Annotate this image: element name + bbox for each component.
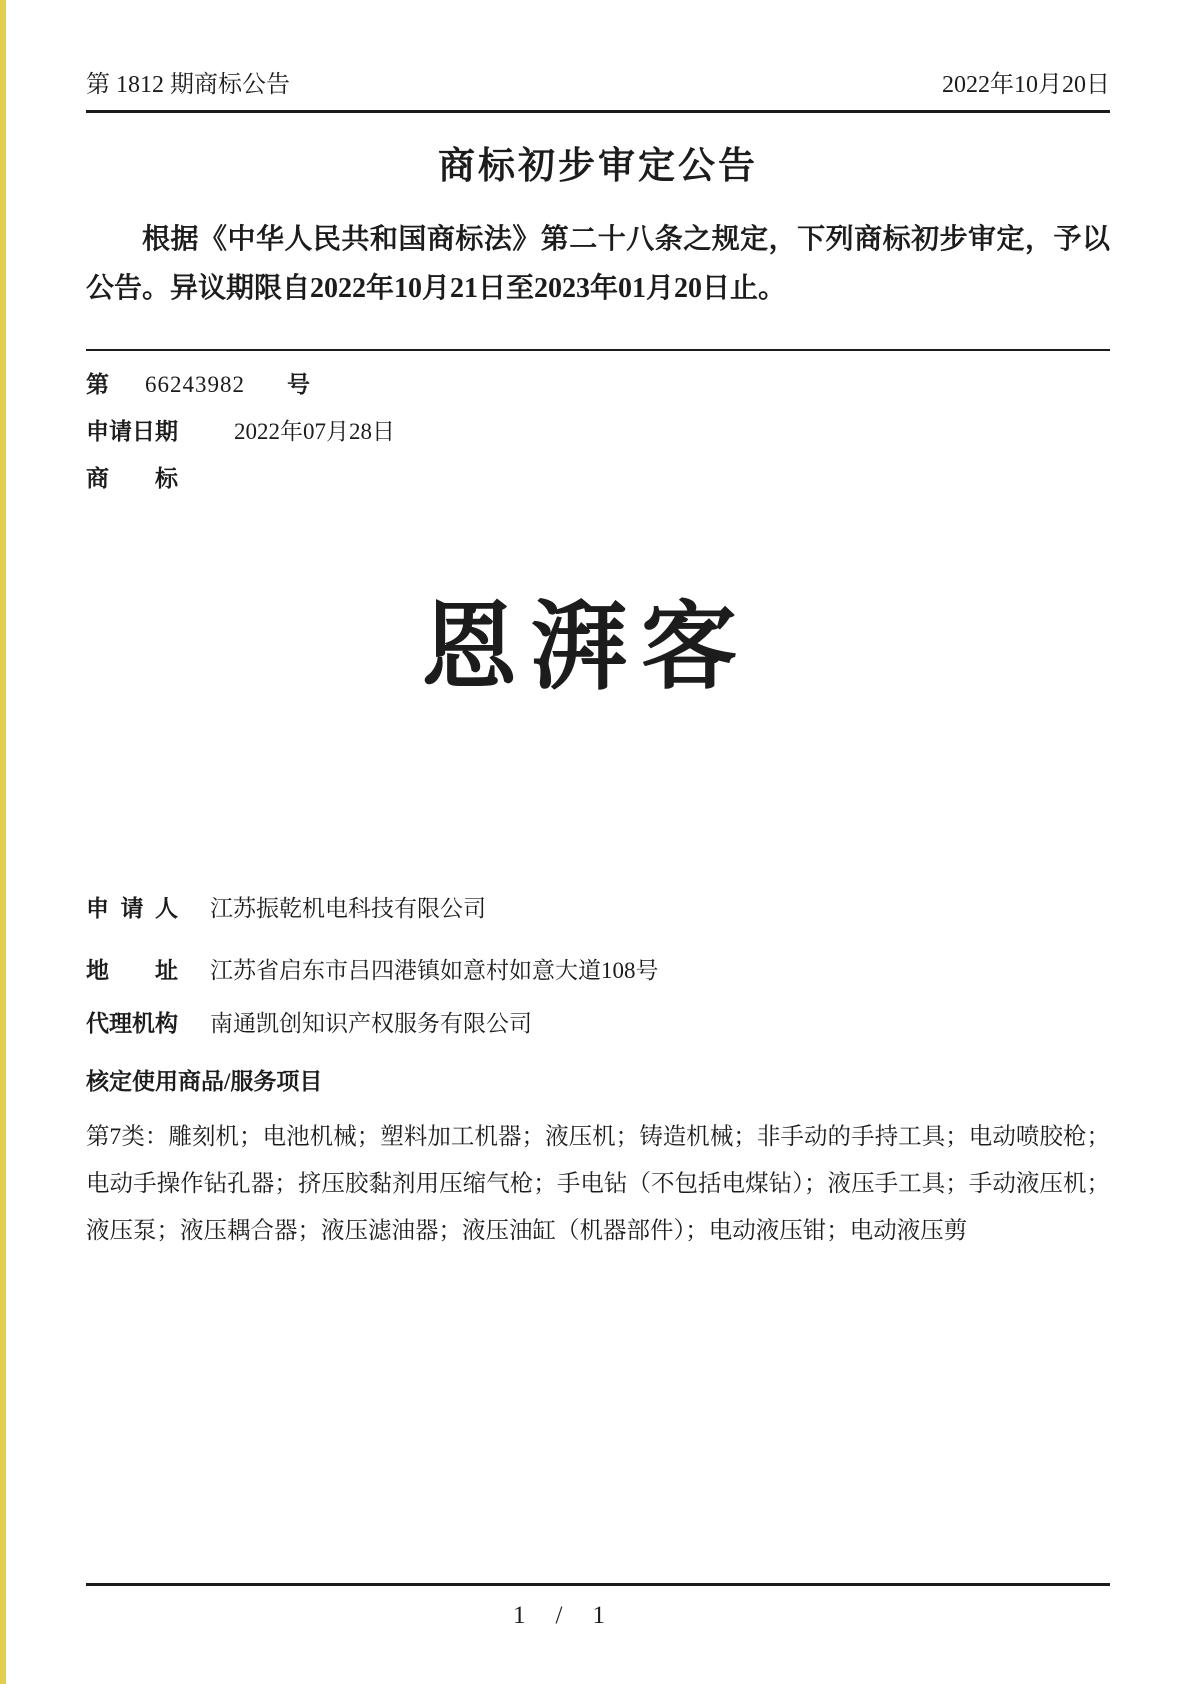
page-edge-strip (0, 0, 6, 1684)
page-number-separator: / (555, 1602, 565, 1629)
registration-number: 66243982 (145, 372, 245, 397)
section-divider (86, 349, 1110, 351)
page-indicator (48, 1602, 1072, 1630)
agency-value: 南通凯创知识产权服务有限公司 (210, 1011, 532, 1036)
applicant-row (86, 895, 1110, 922)
page-number-current: 1 (513, 1602, 528, 1629)
gazette-issue-text: 第 1812 期商标公告 (86, 72, 290, 98)
address-row (86, 957, 1110, 984)
trademark-label-row (86, 465, 1110, 492)
address-label: 地址 (86, 958, 178, 983)
apply-date-row (86, 418, 1110, 445)
footer-divider (86, 1583, 1110, 1586)
intro-paragraph: 根据《中华人民共和国商标法》第二十八条之规定，下列商标初步审定，予以公告。异议期限自2022年10月21日至2023年01月20日止。 (86, 224, 1110, 304)
gazette-header (86, 72, 1110, 98)
apply-date-value: 2022年07月28日 (234, 419, 395, 444)
registration-number-row (86, 371, 1110, 398)
goods-list: 第7类：雕刻机；电池机械；塑料加工机器；液压机；铸造机械；非手动的手持工具；电动喷胶枪；电动手操作钻孔器；挤压胶黏剂用压缩气枪；手电钻（不包括电煤钻）；液压手工具；手动液压机；液压泵；液压耦合器；液压滤油器；液压油缸（机器部件）；电动液压钳；电动液压剪 (86, 1124, 1110, 1244)
apply-date-label: 申请日期 (86, 419, 178, 444)
registration-prefix: 第 (86, 372, 109, 397)
agency-row (86, 1010, 1110, 1037)
applicant-label: 申请人 (86, 896, 178, 921)
trademark-label: 商标 (86, 466, 178, 491)
goods-heading: 核定使用商品/服务项目 (86, 1069, 323, 1094)
applicant-value: 江苏振乾机电科技有限公司 (210, 896, 486, 921)
gazette-date-text: 2022年10月20日 (942, 72, 1110, 98)
header-divider (86, 110, 1110, 113)
trademark-mark-text: 恩湃客 (421, 594, 751, 701)
trademark-image-area (86, 532, 1110, 747)
page-title: 商标初步审定公告 (438, 146, 758, 187)
page-footer (86, 1583, 1110, 1630)
applicant-block (86, 895, 1110, 1037)
agency-label: 代理机构 (86, 1011, 178, 1036)
registration-suffix: 号 (287, 372, 310, 397)
page-number-total: 1 (592, 1602, 607, 1629)
address-value: 江苏省启东市吕四港镇如意村如意大道108号 (210, 958, 659, 983)
